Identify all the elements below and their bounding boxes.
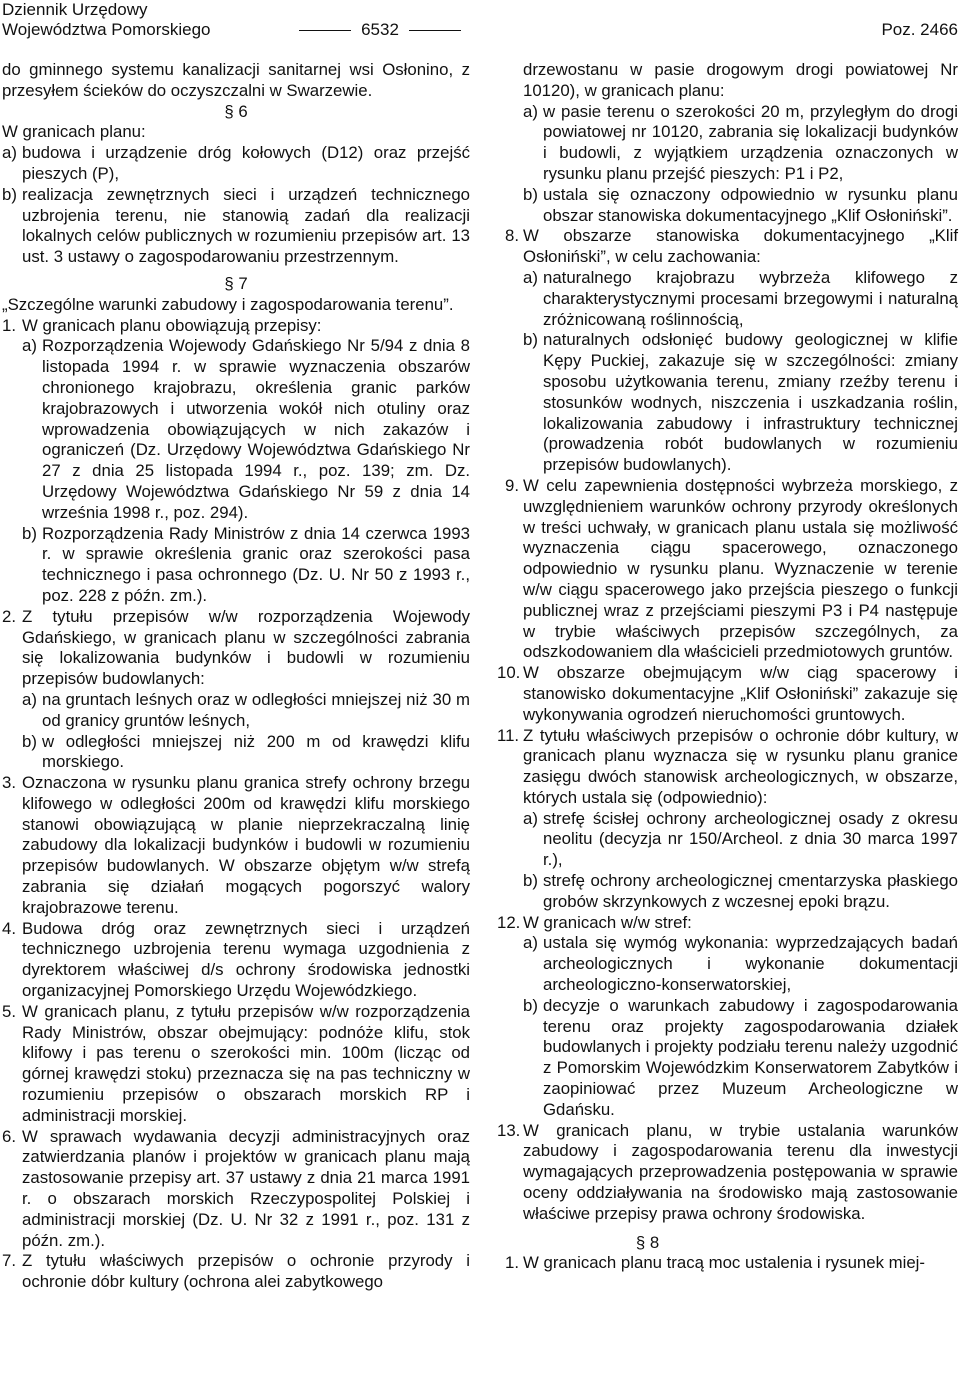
item-label: a) <box>523 267 538 287</box>
item-label: 3. <box>2 773 16 793</box>
section-7-heading: § 7 <box>224 273 248 293</box>
item-label: 2. <box>2 606 16 626</box>
item-text: budowa i urządzenie dróg kołowych (D12) oraz przejść pieszych (P), <box>22 143 470 183</box>
item-label: a) <box>523 933 538 953</box>
item-2-a <box>2 690 470 732</box>
item-11-b <box>497 871 958 913</box>
left-column <box>2 60 470 1293</box>
item-label: b) <box>22 523 37 543</box>
item-label: 10. <box>497 663 521 683</box>
item-text: W celu zapewnienia dostępności wybrzeża morskiego, z uwzględnieniem warunków ochrony przyrody określonych w treści uchwały, w granicach planu ustala się możliwość wyznaczenia ciągu spacerowego, oznaczonego odpowiednio w rysunku planu. Wyznaczenie w terenie w/w ciągu spacerowego jako przejścia pieszego o funkcji publicznej wraz z przejściami pieszymi P3 i P4 następuje w trybie właściwych przepisów szczególnych, za odszkodowaniem dla właścicieli przedmiotowych gruntów. <box>523 475 958 662</box>
item-11 <box>497 726 958 809</box>
item-text: W granicach planu, z tytułu przepisów w/w rozporządzenia Rady Ministrów, obszar obejmujący: podnóże klifu, stok klifowy i pas terenu o szerokości min. 100m (licząc od górnej krawędzi stoku) przeznacza się na pas techniczny w rozumieniu przepisów o obszarach morskich RP i administracji morskiej. <box>22 1001 470 1125</box>
page-header <box>0 0 960 44</box>
item-label: a) <box>2 143 17 163</box>
item-7-continued: drzewostanu w pasie drogowym drogi powiatowej Nr 10120), w granicach planu: <box>523 60 958 100</box>
item-text: W granicach planu tracą moc ustalenia i rysunek miej- <box>523 1253 925 1273</box>
item-label: b) <box>523 995 538 1015</box>
item-text: decyzje o warunkach zabudowy i zagospodarowania terenu oraz projekty zagospodarowania działek budowlanych i projekty podziału terenu należy uzgodnić z Pomorskim Wojewódzkim Konserwatorem Zabytków i zaopiniować przez Muzeum Archeologiczne w Gdańsku. <box>543 995 958 1119</box>
section-8-item-1 <box>497 1253 958 1274</box>
section-8-heading: § 8 <box>635 1232 660 1252</box>
item-text: Rozporządzenia Rady Ministrów z dnia 14 czerwca 1993 r. w sprawie określenia granic oraz szerokości pasa technicznego i pasa ochronnego (Dz. U. Nr 50 z 1993 r., poz. 228 z późn. zm.). <box>42 523 470 605</box>
section-6-item-a <box>2 143 470 185</box>
item-label: 4. <box>2 918 16 938</box>
item-label: 8. <box>505 226 519 246</box>
item-3 <box>2 773 470 919</box>
intro-paragraph: do gminnego systemu kanalizacji sanitarnej wsi Osłonino, z przesyłem ścieków do oczyszczalni w Swarzewie. <box>2 60 470 100</box>
item-2 <box>2 607 470 690</box>
item-12-a <box>497 933 958 995</box>
item-8-b <box>497 330 958 476</box>
page-number-text: 6532 <box>361 20 399 39</box>
item-1-a <box>2 336 470 523</box>
item-6 <box>2 1127 470 1252</box>
page-number <box>0 20 760 40</box>
dash-left <box>299 30 351 31</box>
item-text: Z tytułu właściwych przepisów o ochronie przyrody i ochronie dóbr kultury (ochrona alei zabytkowego <box>22 1251 470 1292</box>
item-text: W obszarze stanowiska dokumentacyjnego „Klif Osłoniński”, w celu zachowania: <box>523 226 958 267</box>
item-12-b <box>497 996 958 1121</box>
section-6-lead: W granicach planu: <box>2 122 146 142</box>
item-label: 5. <box>2 1001 16 1021</box>
item-text: W granicach w/w stref: <box>523 912 692 932</box>
item-label: 7. <box>2 1251 16 1271</box>
item-label: b) <box>523 184 538 204</box>
item-label: a) <box>22 689 37 709</box>
item-label: a) <box>523 808 538 828</box>
item-text: w odległości mniejszej niż 200 m od krawędzi klifu morskiego. <box>42 731 470 772</box>
item-label: 11. <box>497 725 520 745</box>
item-label: a) <box>523 101 538 121</box>
position-number: Poz. 2466 <box>881 20 958 39</box>
item-label: b) <box>523 871 538 891</box>
section-6-item-b <box>2 185 470 268</box>
item-8-a <box>497 268 958 330</box>
journal-title-line1: Dziennik Urzędowy <box>2 0 148 19</box>
item-text: strefę ochrony archeologicznej cmentarzyska płaskiego grobów skrzynkowych z wczesnej epoki brązu. <box>543 871 958 911</box>
item-text: w pasie terenu o szerokości 20 m, przyległym do drogi powiatowej nr 10120, zabrania się lokalizacji budynków i budowli, z wyjątkiem urządzenia oznaczonych w rysunku planu przejść pieszych: P1 i P2, <box>543 101 958 183</box>
item-7-b <box>497 185 958 227</box>
item-12 <box>497 913 958 934</box>
item-7 <box>2 1251 470 1293</box>
item-13 <box>497 1121 958 1225</box>
item-5 <box>2 1002 470 1127</box>
section-7-title: „Szczególne warunki zabudowy i zagospodarowania terenu”. <box>2 294 454 314</box>
item-text: W obszarze obejmującym w/w ciąg spacerowy i stanowisko dokumentacyjne „Klif Osłoniński” zakazuje się wykonywania ogrodzeń nieruchomości gruntowych. <box>523 663 958 724</box>
item-label: b) <box>22 731 37 751</box>
item-label: 6. <box>2 1126 16 1146</box>
item-7-a <box>497 102 958 185</box>
right-column <box>497 60 958 1274</box>
item-2-b <box>2 732 470 774</box>
item-9 <box>497 476 958 663</box>
item-label: a) <box>22 336 37 356</box>
item-text: naturalnych odsłonięć budowy geologicznej w klifie Kępy Puckiej, zakazuje się w szczególności: zmiany sposobu użytkowania terenu, zmiany rzeźby terenu i stosunków wodnych, niszczenia i uszkadzania roślin, lokalizowania zabudowy i infrastruktury technicznej (prowadzenia robót budowlanych w rozumieniu przepisów budowlanych). <box>543 330 958 475</box>
item-text: Z tytułu przepisów w/w rozporządzenia Wojewody Gdańskiego, w granicach planu w szczególności zabrania się lokalizowania budynków i budowli w rozumieniu przepisów budowlanych: <box>22 606 470 689</box>
item-text: W sprawach wydawania decyzji administracyjnych oraz zatwierdzania planów i projektów w granicach planu mają zastosowanie przepisy art. 37 ustawy z dnia 21 marca 1991 r. o obszarach morskich Rzeczypospolitej Polskiej i administracji morskiej (Dz. U. Nr 32 z 1991 r., poz. 131 z późn. zm.). <box>22 1126 470 1250</box>
item-label: 9. <box>505 475 519 495</box>
item-text: Rozporządzenia Wojewody Gdańskiego Nr 5/94 z dnia 8 listopada 1994 r. w sprawie wyznaczenia obszarów chronionego krajobrazu, określenia granic parków krajobrazowych i utworzenia wokół nich otuliny oraz wprowadzenia obowiązujących w nich zakazów i ograniczeń (Dz. Urzędowy Województwa Gdańskiego Nr 27 z dnia 25 listopada 1994 r., poz. 139; zm. Dz. Urzędowy Województwa Gdańskiego Nr 59 z dnia 14 września 1998 r., poz. 294). <box>42 336 470 522</box>
dash-right <box>409 30 461 31</box>
item-text: naturalnego krajobrazu wybrzeża klifowego z charakterystycznymi procesami brzegowymi i naturalną zróżnicowaną roślinnością, <box>543 267 958 329</box>
item-11-a <box>497 809 958 871</box>
item-10 <box>497 663 958 725</box>
item-text: ustala się oznaczony odpowiednio w rysunku planu obszar stanowiska dokumentacyjnego „Klif Osłoniński”. <box>543 184 958 225</box>
item-text: Oznaczona w rysunku planu granica strefy ochrony brzegu klifowego w odległości 200m od krawędzi klifu morskiego stanowi obowiązującą w planie nieprzekraczalną linię zabudowy dla lokalizacji budynków i budowli w rozumieniu przepisów budowlanych. W obszarze objętym w/w strefą zabrania się działań mogących pogorszyć walory krajobrazowe terenu. <box>22 773 470 917</box>
item-label: 1. <box>2 315 16 335</box>
item-label: 13. <box>497 1120 521 1140</box>
item-label: b) <box>523 330 538 350</box>
item-text: Budowa dróg oraz zewnętrznych sieci i urządzeń technicznego uzbrojenia terenu wymaga uzgodnienia z dyrektorem właściwej d/s ochrony środowiska jednostki organizacyjnej Pomorskiego Urzędu Wojewódzkiego. <box>22 918 470 1001</box>
item-label: 12. <box>497 912 521 932</box>
item-text: Z tytułu właściwych przepisów o ochronie dóbr kultury, w granicach planu wyznacza się w rysunku planu granice zasięgu dwóch stanowisk archeologicznych, w obszarze, których ustala się (odpowiednio): <box>523 725 958 807</box>
item-text: W granicach planu obowiązują przepisy: <box>22 315 322 335</box>
item-text: W granicach planu, w trybie ustalania warunków zabudowy i zagospodarowania terenu dla inwestycji wymagających przeprowadzenia postępowania w sprawie oceny oddziaływania na środowisko mają zastosowanie właściwe przepisy prawa ochrony środowiska. <box>523 1120 958 1223</box>
item-label: 1. <box>505 1253 519 1273</box>
item-8 <box>497 226 958 268</box>
item-text: na gruntach leśnych oraz w odległości mniejszej niż 30 m od granicy gruntów leśnych, <box>42 689 470 730</box>
section-6-heading: § 6 <box>224 101 248 121</box>
item-1 <box>2 316 470 337</box>
item-label: b) <box>2 184 17 204</box>
item-1-b <box>2 524 470 607</box>
item-text: strefę ścisłej ochrony archeologicznej osady z okresu neolitu (decyzja nr 150/Archeol. z dnia 30 marca 1997 r.), <box>543 808 958 870</box>
item-text: realizacja zewnętrznych sieci i urządzeń technicznego uzbrojenia terenu, nie stanowią zadań dla realizacji lokalnych celów publicznych w rozumieniu przepisów art. 13 ust. 3 ustawy o zagospodarowaniu przestrzennym. <box>22 184 470 267</box>
journal-title-line2: Województwa Pomorskiego <box>2 20 211 39</box>
item-text: ustala się wymóg wykonania: wyprzedzających badań archeologicznych i wykonanie dokumentacji archeologiczno-konserwatorskiej, <box>543 933 958 995</box>
item-4 <box>2 919 470 1002</box>
